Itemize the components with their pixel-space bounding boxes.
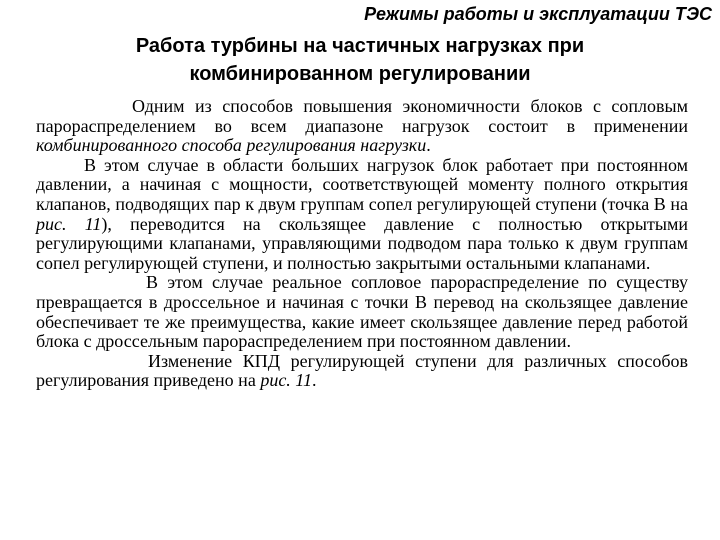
paragraph-3: В этом случае реальное сопловое парораспределение по существу превращается в дроссельное и начиная с точки В перевод на скользящее давление обеспечивает те же преимущества, какие имеет скользящее давление перед работой блока с дроссельным парораспределением при постоянном давлении. xyxy=(36,272,688,352)
slide-header: Режимы работы и эксплуатации ТЭС xyxy=(364,4,712,24)
page-title-line-2: комбинированном регулировании xyxy=(189,63,531,85)
paragraph-1-text: Одним из способов повышения экономичности блоков с сопловым парораспределением во всем диапазоне нагрузок состоит в применении xyxy=(36,96,688,136)
body-text xyxy=(36,97,688,391)
paragraph-2-text-cont: ), переводится на скользящее давление с полностью открытыми регулирующими клапанами, управляющими подводом пара только к двум группам сопел регулирующей ступени, и полностью закрытыми остальными клапанами. xyxy=(36,213,689,273)
paragraph-4-text: Изменение КПД регулирующей ступени для различных способов регулирования приведено на xyxy=(36,350,688,391)
paragraph-4-end: . xyxy=(311,370,317,391)
paragraph-2 xyxy=(36,156,688,274)
paragraph-2-figure-ref: рис. 11 xyxy=(36,213,102,234)
page-title-line-1: Работа турбины на частичных нагрузках при xyxy=(135,35,585,57)
paragraph-1-end: . xyxy=(426,135,431,156)
page-title xyxy=(0,32,720,88)
paragraph-4 xyxy=(36,352,688,391)
paragraph-1 xyxy=(36,97,688,156)
paragraph-4-figure-ref: рис. 11 xyxy=(260,370,312,391)
paragraph-1-emphasis: комбинированного способа регулирования нагрузки xyxy=(36,135,427,156)
paragraph-2-text: В этом случае в области больших нагрузок блок работает при постоянном давлении, а начиная с мощности, соответствующей моменту полного открытия клапанов, подводящих пар к двум группам сопел регулирующей ступени (точка В на xyxy=(36,154,688,214)
